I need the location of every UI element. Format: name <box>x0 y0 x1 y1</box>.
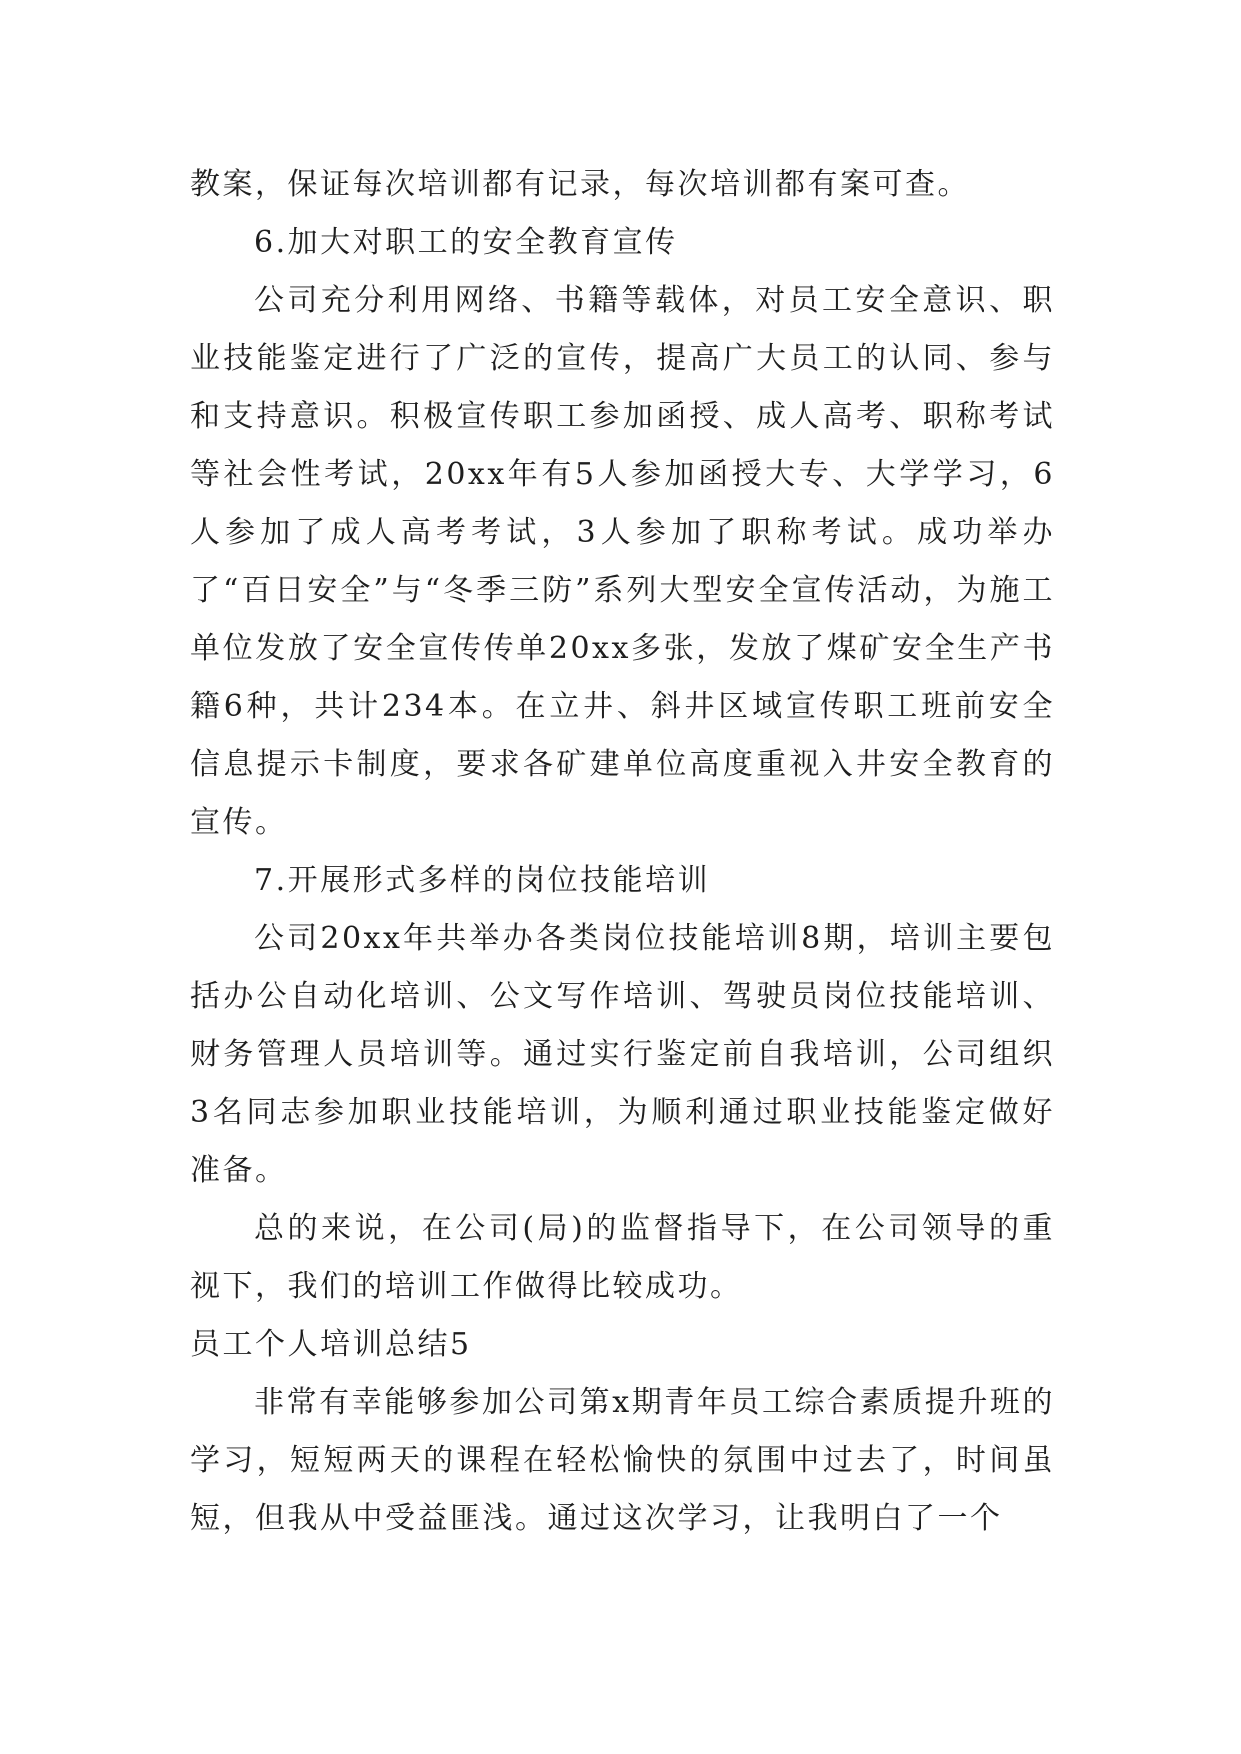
paragraph-7: 公司20xx年共举办各类岗位技能培训8期，培训主要包括办公自动化培训、公文写作培训、驾驶员岗位技能培训、财务管理人员培训等。通过实行鉴定前自我培训，公司组织3名同志参加职业技能培训，为顺利通过职业技能鉴定做好准备。 <box>190 921 1055 1188</box>
document-page <box>190 156 1055 1548</box>
section-heading-6: 6.加大对职工的安全教育宣传 <box>254 225 678 260</box>
summary-paragraph: 总的来说，在公司(局)的监督指导下，在公司领导的重视下，我们的培训工作做得比较成功。 <box>190 1211 1055 1304</box>
paragraph-next: 非常有幸能够参加公司第x期青年员工综合素质提升班的学习，短短两天的课程在轻松愉快的氛围中过去了，时间虽短，但我从中受益匪浅。通过这次学习，让我明白了一个 <box>190 1385 1055 1536</box>
section-title: 员工个人培训总结5 <box>190 1327 472 1362</box>
section-heading-7: 7.开展形式多样的岗位技能培训 <box>254 863 711 898</box>
paragraph-6: 公司充分利用网络、书籍等载体，对员工安全意识、职业技能鉴定进行了广泛的宣传，提高广大员工的认同、参与和支持意识。积极宣传职工参加函授、成人高考、职称考试等社会性考试，20xx年有5人参加函授大专、大学学习，6人参加了成人高考考试，3人参加了职称考试。成功举办了“百日安全”与“冬季三防”系列大型安全宣传活动，为施工单位发放了安全宣传传单20xx多张，发放了煤矿安全生产书籍6种，共计234本。在立井、斜井区域宣传职工班前安全信息提示卡制度，要求各矿建单位高度重视入井安全教育的宣传。 <box>190 283 1055 840</box>
intro-fragment: 教案，保证每次培训都有记录，每次培训都有案可查。 <box>190 167 970 202</box>
